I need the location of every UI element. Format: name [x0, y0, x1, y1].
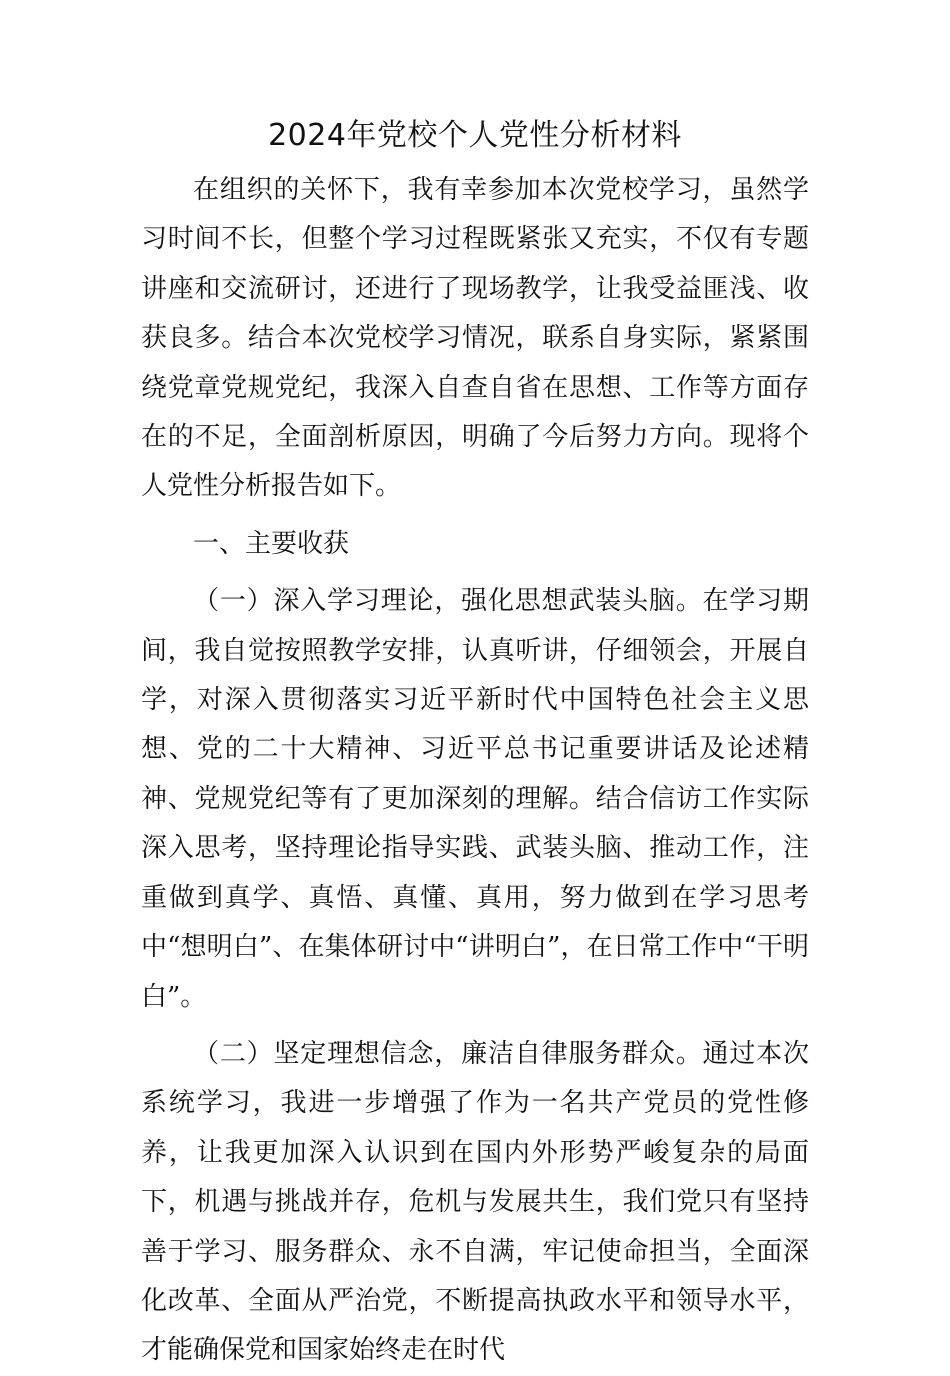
intro-paragraph: 在组织的关怀下，我有幸参加本次党校学习，虽然学习时间不长，但整个学习过程既紧张又充实，不仅有专题讲座和交流研讨，还进行了现场教学，让我受益匪浅、收获良多。结合本次党校学习情况，联系自身实际，紧紧围绕党章党规党纪，我深入自查自省在思想、工作等方面存在的不足，全面剖析原因，明确了今后努力方向。现将个人党性分析报告如下。 — [141, 175, 809, 502]
document-body — [141, 166, 809, 1376]
document-title: 2024年党校个人党性分析材料 — [268, 118, 682, 153]
subsection-paragraph-1: （一）深入学习理论，强化思想武装头脑。在学习期间，我自觉按照教学安排，认真听讲，仔细领会，开展自学，对深入贯彻落实习近平新时代中国特色社会主义思想、党的二十大精神、习近平总书记重要讲话及论述精神、党规党纪等有了更加深刻的理解。结合信访工作实际深入思考，坚持理论指导实践、武装头脑、推动工作，注重做到真学、真悟、真懂、真用，努力做到在学习思考中“想明白”、在集体研讨中“讲明白”，在日常工作中“干明白”。 — [141, 586, 809, 1012]
section-heading: 一、主要收获 — [193, 528, 350, 559]
subsection-paragraph-2: （二）坚定理想信念，廉洁自律服务群众。通过本次系统学习，我进一步增强了作为一名共产党员的党性修养，让我更加深入认识到在国内外形势严峻复杂的局面下，机遇与挑战并存，危机与发展共生，我们党只有坚持善于学习、服务群众、永不自满，牢记使命担当，全面深化改革、全面从严治党，不断提高执政水平和领导水平，才能确保党和国家始终走在时代 — [141, 1038, 809, 1366]
